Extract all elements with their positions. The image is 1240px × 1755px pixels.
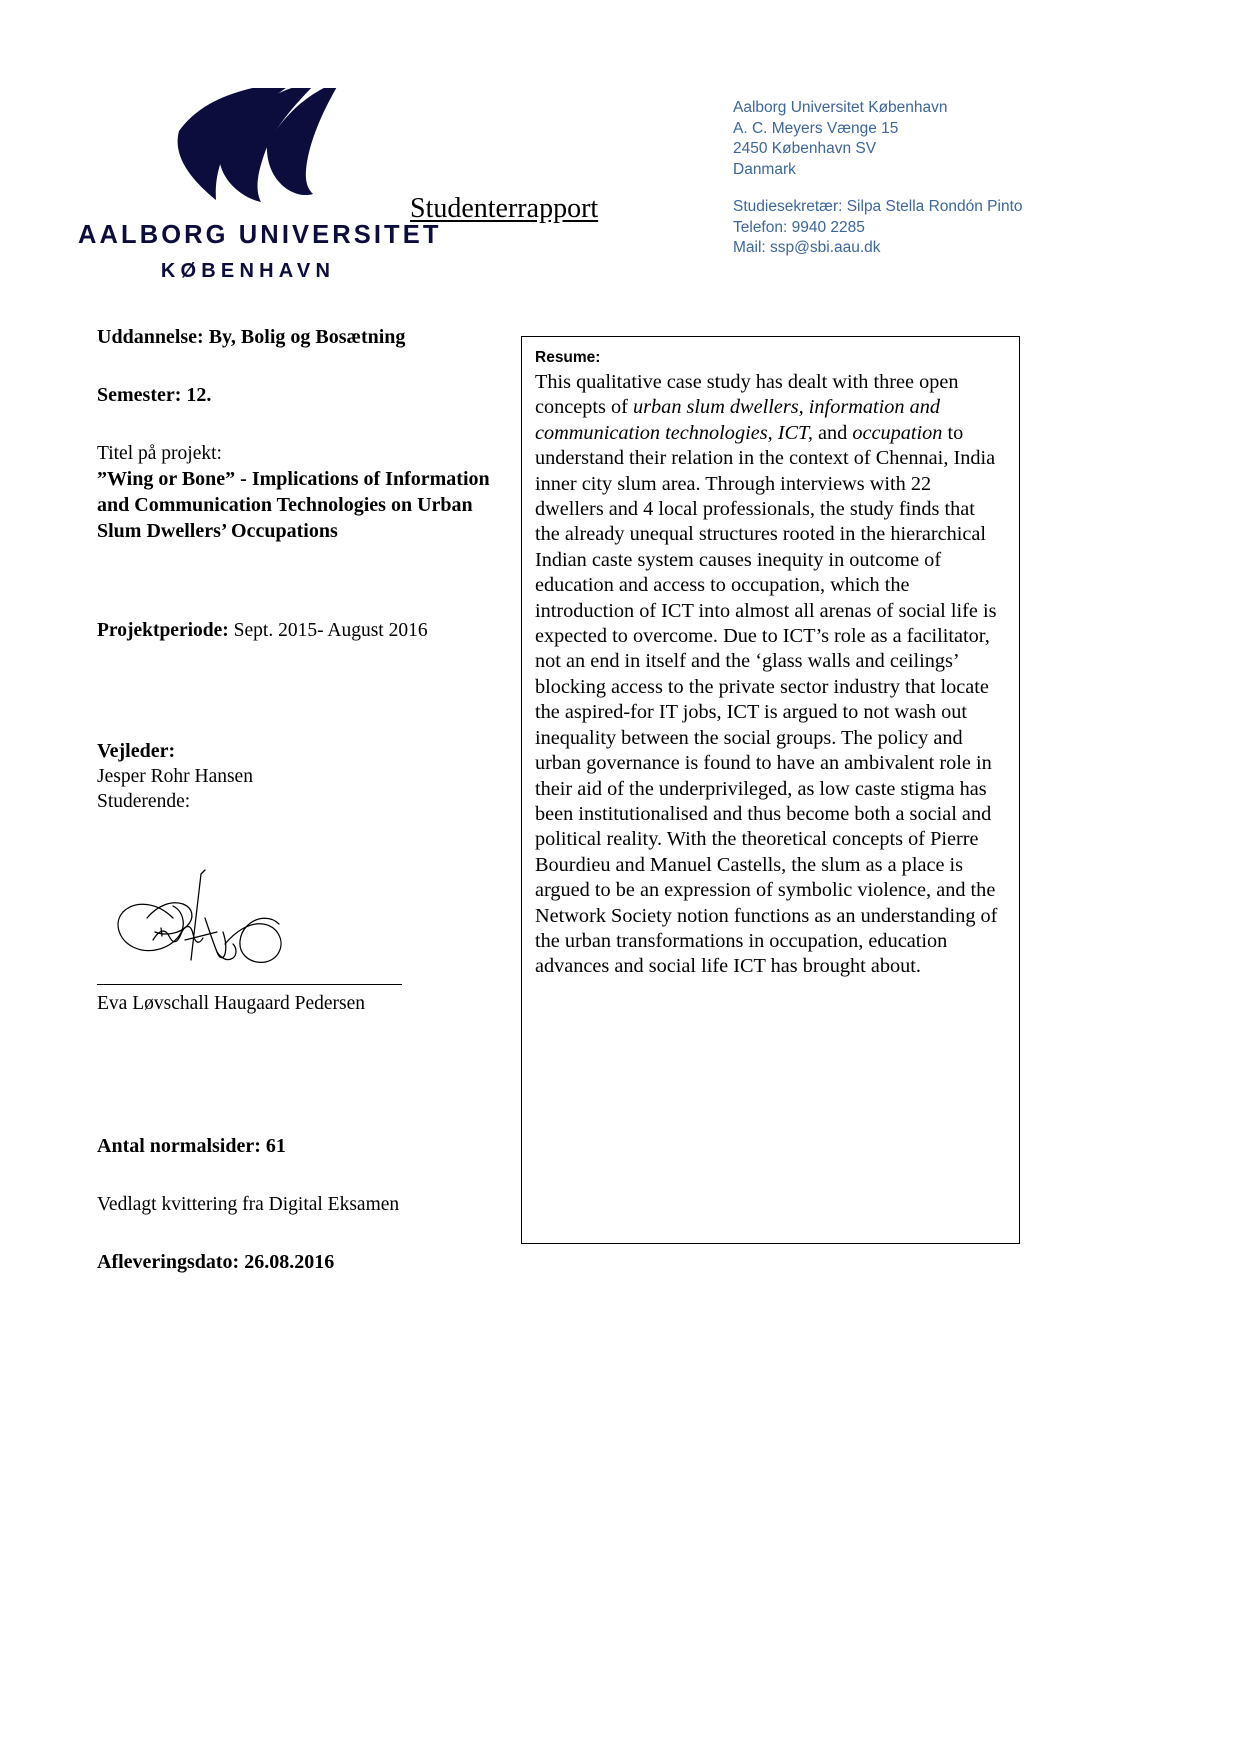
field-semester: Semester: 12.: [97, 384, 212, 406]
field-receipt-note: Vedlagt kvittering fra Digital Eksamen: [97, 1194, 400, 1215]
field-student-name: Eva Løvschall Haugaard Pedersen: [97, 993, 366, 1014]
address-line: 2450 København SV: [733, 140, 877, 157]
handwritten-signature-icon: [113, 848, 303, 968]
document-type-title: Studenterrapport: [410, 193, 599, 224]
abstract-body: This qualitative case study has dealt with three open concepts of urban slum dwellers, information and communication technologies, ICT, and occupation to understand their relation in the context of Chennai, India inner city slum area. Through interviews with 22 dwellers and 4 local professionals, the study finds that the already unequal structures rooted in the hierarchical Indian caste system causes inequity in outcome of education and access to occupation, which the introduction of ICT into almost all arenas of social life is expected to overcome. Due to ICT’s role as a facilitator, not an end in itself and the ‘glass walls and ceilings’ blocking access to the private sector industry that locate the aspired-for IT jobs, ICT is argued to not wash out inequality between the social groups. The policy and urban governance is found to have an ambivalent role in their aid of the underprivileged, as low caste stigma has been institutionalised and thus become both a social and political reality. With the theoretical concepts of Pierre Bourdieu and Manuel Castells, the slum as a place is argued to be an expression of symbolic violence, and the Network Society notion functions as an understanding of the urban transformations in occupation, education advances and social life ICT has brought about.: [535, 371, 998, 978]
field-title-label: Titel på projekt:: [97, 443, 222, 464]
field-uddannelse: Uddannelse: By, Bolig og Bosætning: [97, 326, 406, 348]
field-student-label: Studerende:: [97, 791, 191, 812]
address-line: Aalborg Universitet København: [733, 99, 948, 116]
field-submission-date: Afleveringsdato: 26.08.2016: [97, 1251, 335, 1273]
university-logo: [78, 88, 442, 283]
logo-wordmark: AALBORG UNIVERSITET: [78, 221, 442, 249]
field-project-period-value: Sept. 2015- August 2016: [233, 620, 428, 641]
field-project-period: [97, 618, 497, 643]
page-header: [0, 0, 1240, 310]
address-line: A. C. Meyers Vænge 15: [733, 119, 899, 137]
address-spacer: [733, 180, 1023, 197]
field-supervisor-name: Jesper Rohr Hansen: [97, 766, 253, 787]
signature-area: [97, 834, 497, 984]
abstract-box: [521, 336, 1020, 1244]
abstract-heading: Resume:: [535, 349, 601, 366]
address-line: Danmark: [733, 160, 796, 178]
field-page-count: Antal normalsider: 61: [97, 1135, 286, 1157]
report-metadata-column: [97, 325, 497, 1275]
contact-mail: Mail: ssp@sbi.aau.dk: [733, 239, 881, 256]
signature-rule: [97, 984, 402, 985]
aalborg-university-flame-logo-icon: [173, 88, 373, 203]
field-supervisor-label: Vejleder:: [97, 740, 176, 762]
field-title-value: ”Wing or Bone” - Implications of Information and Communication Technologies on Urban Slum Dwellers’ Occupations: [97, 468, 490, 542]
logo-subwordmark: KØBENHAVN: [160, 260, 336, 282]
university-address-block: [733, 98, 1023, 259]
contact-phone: Telefon: 9940 2285: [733, 218, 865, 236]
field-project-period-label: Projektperiode:: [97, 620, 229, 641]
contact-secretary: Studiesekretær: Silpa Stella Rondón Pinto: [733, 198, 1023, 215]
